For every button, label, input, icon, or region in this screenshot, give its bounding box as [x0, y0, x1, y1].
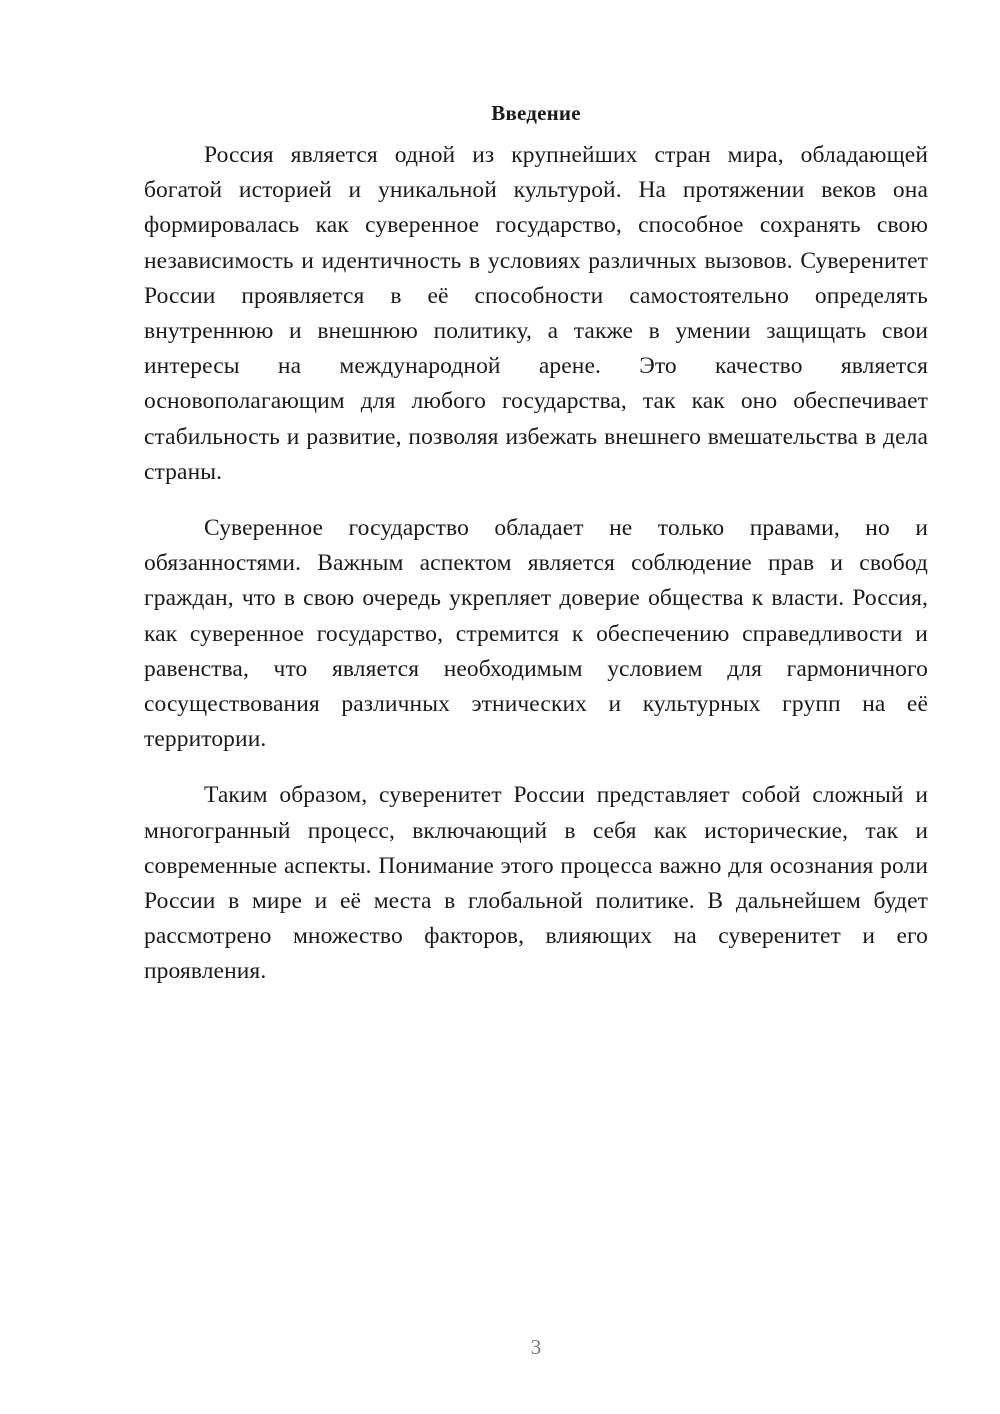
- page-number: 3: [530, 1335, 542, 1359]
- section-title: Введение: [491, 101, 581, 125]
- page-content: [144, 96, 928, 990]
- paragraph-1: Россия является одной из крупнейших стран мира, обладающей богатой историей и уникальной культурой. На протяжении веков она формировалась как суверенное государство, способное сохранять свою независимость и идентичность в условиях различных вызовов. Суверенитет России проявляется в её способности самостоятельно определять внутреннюю и внешнюю политику, а также в умении защищать свои интересы на международной арене. Это качество является основополагающим для любого государства, так как оно обеспечивает стабильность и развитие, позволяя избежать внешнего вмешательства в дела страны.: [144, 142, 928, 485]
- paragraph-2: Суверенное государство обладает не только правами, но и обязанностями. Важным аспектом является соблюдение прав и свобод граждан, что в свою очередь укрепляет доверие общества к власти. Россия, как суверенное государство, стремится к обеспечению справедливости и равенства, что является необходимым условием для гармоничного сосуществования различных этнических и культурных групп на её территории.: [144, 515, 928, 753]
- paragraph-3: Таким образом, суверенитет России представляет собой сложный и многогранный процесс, включающий в себя как исторические, так и современные аспекты. Понимание этого процесса важно для осознания роли России в мире и её места в глобальной политике. В дальнейшем будет рассмотрено множество факторов, влияющих на суверенитет и его проявления.: [144, 782, 928, 985]
